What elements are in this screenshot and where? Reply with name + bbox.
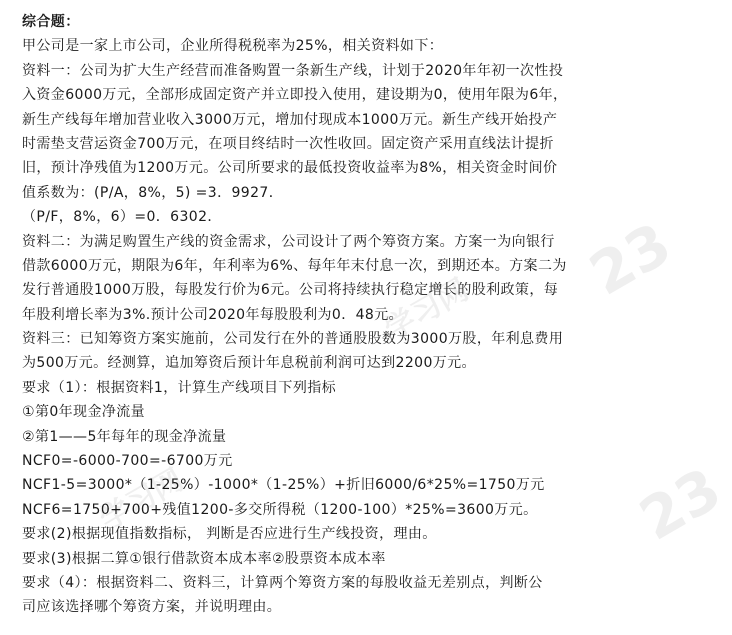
- text-line: 资料三：已知筹资方案实施前，公司发行在外的普通股股数为3000万股，年利息费用: [22, 331, 564, 348]
- text-line: 司应该选择哪个筹资方案，并说明理由。: [22, 599, 282, 616]
- watermark-logo: 23: [628, 454, 732, 554]
- text-line: 借款6000万元，期限为6年，年利率为6%、每年年末付息一次，到期还本。方案二为: [22, 257, 567, 274]
- watermark-text: 学习网: [379, 272, 475, 348]
- text-line: 值系数为：(P/A，8%，5) =3．9927．: [22, 184, 284, 201]
- text-line: 资料一：公司为扩大生产经营而准备购置一条新生产线，计划于2020年年初一次性投: [22, 62, 564, 79]
- question-document: [22, 10, 682, 620]
- watermark-text: 学习网: [94, 462, 190, 538]
- text-line: 入资金6000万元，全部形成固定资产并立即投入使用，建设期为0，使用年限为6年，: [22, 87, 568, 104]
- text-line: 为500万元。经测算，追加筹资后预计年息税前利润可达到2200万元。: [22, 355, 476, 372]
- text-line: 年股利增长率为3%.预计公司2020年每股股利为0．48元。: [22, 306, 404, 323]
- text-line: ①第0年现金净流量: [22, 404, 146, 421]
- text-line: （P/F，8%，6）=0．6302．: [22, 209, 222, 226]
- text-line: 甲公司是一家上市公司，企业所得税税率为25%，相关资料如下：: [22, 38, 444, 55]
- text-line: 旧，预计净残值为1200万元。公司所要求的最低投资收益率为8%，相关资金时间价: [22, 160, 558, 177]
- text-line: 资料二：为满足购置生产线的资金需求，公司设计了两个筹资方案。方案一为向银行: [22, 233, 555, 250]
- text-line: 要求（1）：根据资料1，计算生产线项目下列指标: [22, 379, 337, 396]
- text-line: 要求(3)根据二算①银行借款资本成本率②股票资本成本率: [22, 550, 386, 567]
- text-line: NCF6=1750+700+残值1200-多交所得税（1200-100）*25%=3600万元。: [22, 501, 538, 518]
- text-line: ②第1——5年每年的现金净流量: [22, 428, 227, 445]
- text-line: 要求（4）：根据资料二、资料三，计算两个筹资方案的每股收益无差别点，判断公: [22, 574, 543, 591]
- text-line: 要求(2)根据现值指数指标， 判断是否应进行生产线投资，理由。: [22, 526, 437, 543]
- watermark-logo: 23: [578, 209, 683, 309]
- section-heading: 综合题：: [22, 14, 80, 30]
- text-line: 时需垫支营运资金700万元，在项目终结时一次性收回。固定资产采用直线法计提折: [22, 135, 554, 152]
- text-line: 发行普通股1000万股，每股发行价为6元。公司将持续执行稳定增长的股利政策，每: [22, 282, 559, 299]
- text-line: NCF0=-6000-700=-6700万元: [22, 453, 233, 470]
- text-line: 新生产线每年增加营业收入3000万元，增加付现成本1000万元。新生产线开始投产: [22, 111, 558, 128]
- text-line: NCF1-5=3000*（1-25%）-1000*（1-25%）+折旧6000/6*25%=1750万元: [22, 477, 545, 494]
